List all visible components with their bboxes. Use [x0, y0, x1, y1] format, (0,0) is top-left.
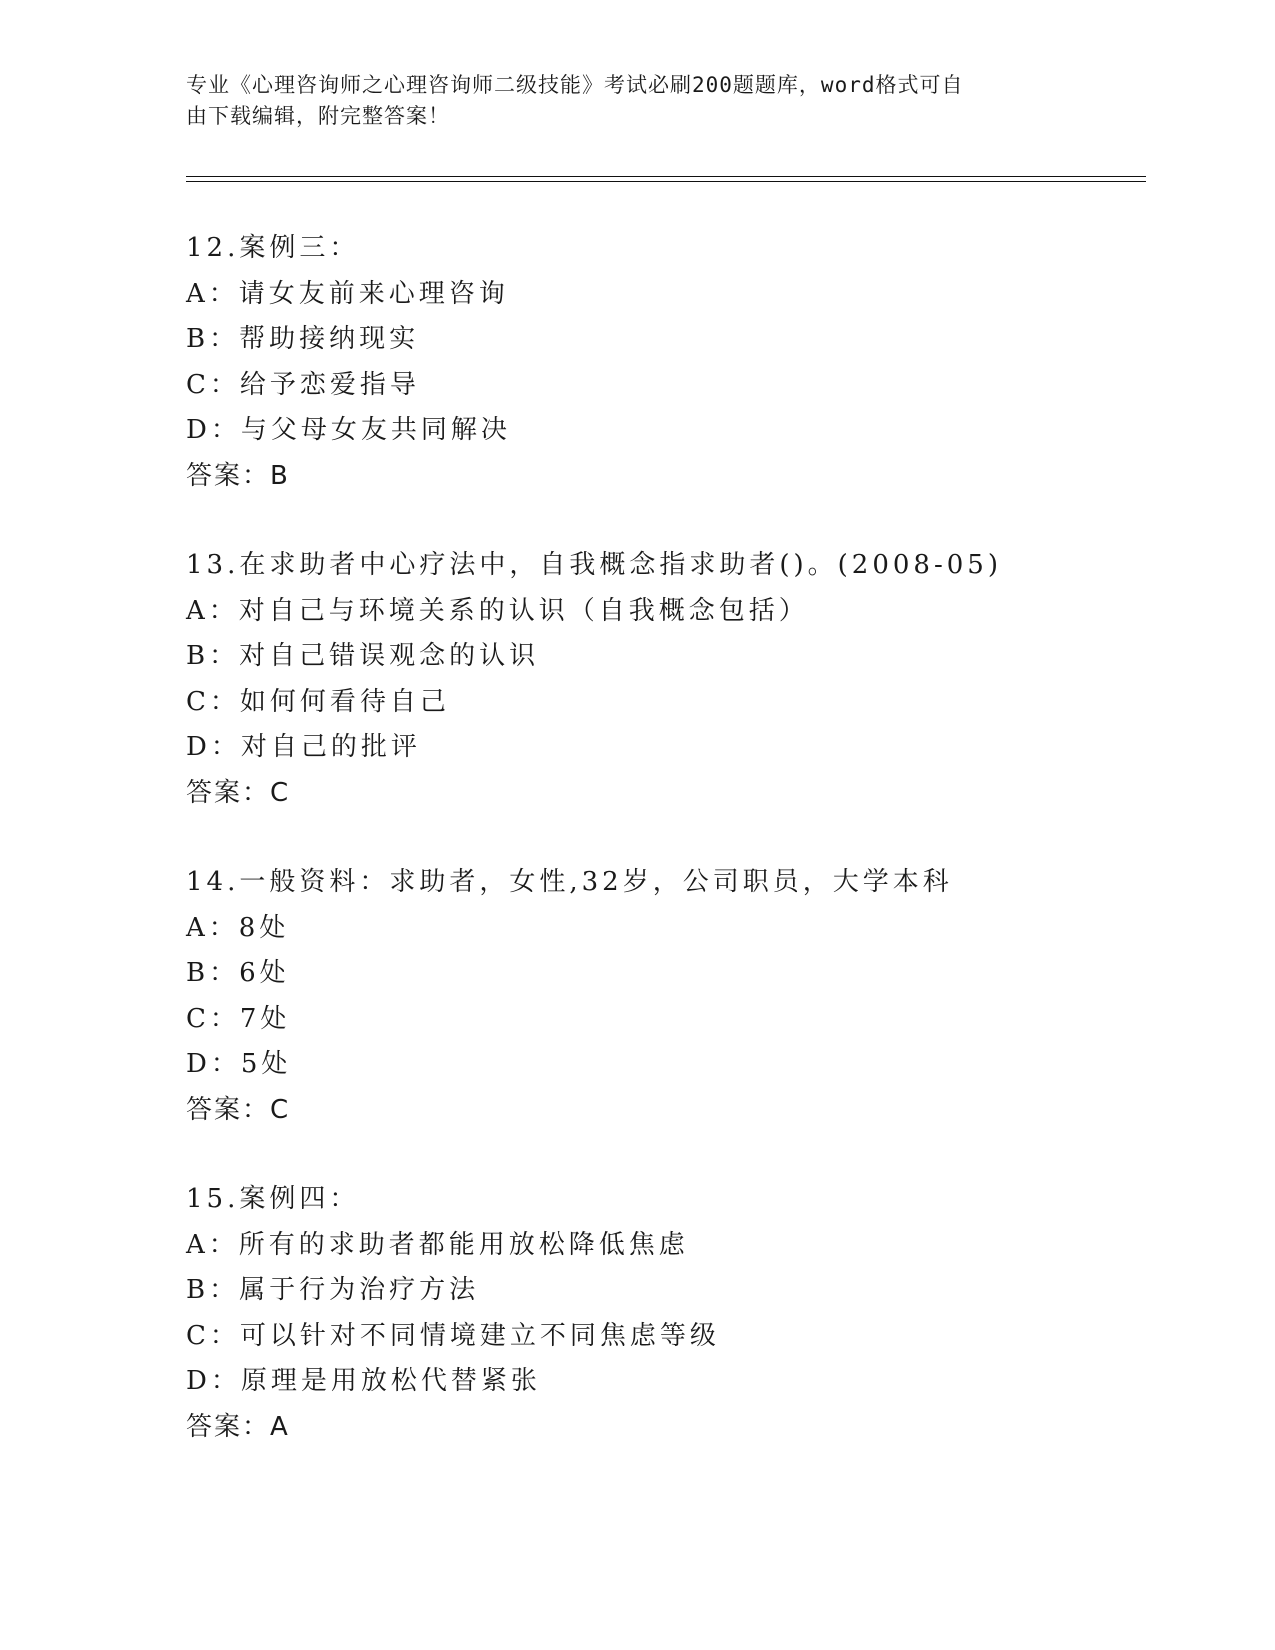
- option-b: B：6处: [186, 958, 290, 988]
- option-d: D：对自己的批评: [186, 732, 421, 762]
- option-d: D：5处: [186, 1049, 292, 1079]
- question-stem: 15.案例四：: [186, 1184, 360, 1214]
- question-15: [186, 1177, 1146, 1450]
- answer-line: 答案：C: [186, 1094, 291, 1125]
- header-divider-bottom: [186, 181, 1146, 182]
- header-line-2: 由下载编辑，附完整答案！: [186, 104, 450, 128]
- question-stem: 13.在求助者中心疗法中，自我概念指求助者()。(2008-05): [186, 550, 1002, 580]
- option-c: C：给予恋爱指导: [186, 369, 420, 400]
- question-stem: 14.一般资料：求助者，女性,32岁，公司职员，大学本科: [186, 867, 953, 897]
- answer-line: 答案：B: [186, 460, 290, 491]
- answer-line: 答案：C: [186, 777, 291, 808]
- document-header: [186, 70, 1066, 132]
- option-b: B：属于行为治疗方法: [186, 1275, 480, 1305]
- answer-line: 答案：A: [186, 1411, 290, 1442]
- option-a: A：8处: [186, 912, 290, 943]
- option-d: D：与父母女友共同解决: [186, 415, 511, 445]
- question-12: [186, 226, 1146, 499]
- question-14: [186, 860, 1146, 1133]
- option-d: D：原理是用放松代替紧张: [186, 1366, 541, 1396]
- option-b: B：帮助接纳现实: [186, 324, 420, 354]
- question-13: [186, 543, 1146, 816]
- option-a: A：所有的求助者都能用放松降低焦虑: [186, 1229, 689, 1260]
- header-line-1: 专业《心理咨询师之心理咨询师二级技能》考试必刷200题题库，word格式可自: [186, 73, 964, 97]
- header-divider-top: [186, 176, 1146, 177]
- option-a: A：对自己与环境关系的认识（自我概念包括）: [186, 595, 809, 626]
- option-c: C：7处: [186, 1003, 291, 1034]
- option-a: A：请女友前来心理咨询: [186, 278, 509, 309]
- option-c: C：如何何看待自己: [186, 686, 450, 717]
- option-c: C：可以针对不同情境建立不同焦虑等级: [186, 1320, 720, 1351]
- question-stem: 12.案例三：: [186, 233, 360, 263]
- option-b: B：对自己错误观念的认识: [186, 641, 540, 671]
